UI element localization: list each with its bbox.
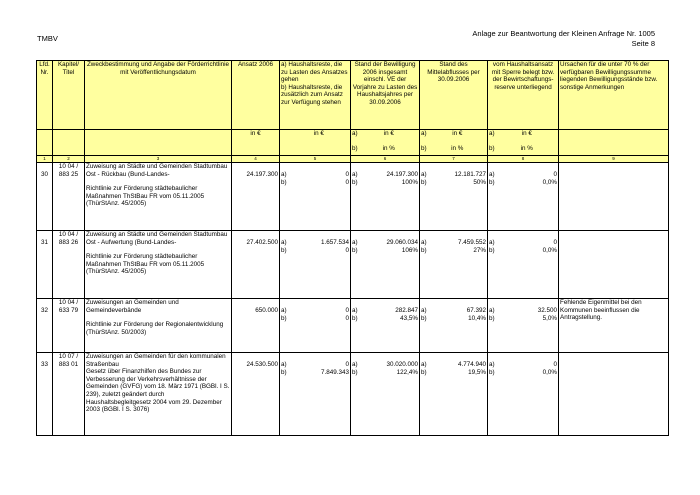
marker-b: b) bbox=[421, 178, 427, 186]
marker-b: b) bbox=[421, 314, 427, 322]
colnum-3: 3 bbox=[85, 156, 232, 163]
unit-bew bbox=[359, 130, 420, 156]
marker-a: a) bbox=[281, 307, 287, 314]
bew-a-value: 30.020.000 bbox=[386, 361, 419, 368]
row-vom-markers bbox=[488, 163, 496, 231]
row-mittelabfluss bbox=[428, 163, 488, 231]
kapitel-line2: 883 01 bbox=[58, 360, 79, 368]
col-header-reste bbox=[280, 61, 351, 130]
reste-a-value: 0 bbox=[345, 171, 350, 178]
zweck-richtlinie: Gesetz über Finanzhilfen des Bundes zur Verbesserung der Verkehrsverhältnisse der Gemeinden (GVFG) vom 18. März 1971 (BGBl. I S. 239), zuletzt geändert durch Haushaltsbegleitgesetz 2004 vom 29. Dezember 2003 (BGBl. I S. 3076) bbox=[86, 368, 230, 414]
row-sperre bbox=[496, 163, 559, 231]
row-zweck bbox=[85, 299, 232, 353]
row-zweck bbox=[85, 353, 232, 436]
header-title: Anlage zur Beantwortung der Kleinen Anfrage Nr. 1005 bbox=[472, 29, 655, 38]
marker-a: a) bbox=[421, 171, 427, 178]
marker-b: b) bbox=[281, 246, 287, 254]
col-header-zweck: Zweckbestimmung und Angabe der Förderrichtlinie mit Veröffentlichungsdatum bbox=[85, 61, 232, 130]
marker-a: a) bbox=[352, 130, 358, 137]
table-row bbox=[37, 299, 669, 353]
reste-b-value: 0 bbox=[345, 314, 350, 322]
row-ansatz: 650.000 bbox=[232, 299, 280, 353]
marker-b: b) bbox=[489, 178, 495, 186]
marker-a: a) bbox=[421, 239, 427, 246]
row-kapitel bbox=[53, 299, 85, 353]
zweck-title: Zuweisungen an Gemeinden für den kommunalen Straßenbau bbox=[86, 353, 226, 368]
marker-b: b) bbox=[281, 314, 287, 322]
unit-vom bbox=[496, 130, 559, 156]
row-mittelabfluss bbox=[428, 231, 488, 299]
vom-a-value: 0 bbox=[553, 239, 558, 246]
row-reste bbox=[288, 353, 351, 436]
reste-a-text: Haushaltsreste, die zu Lasten des Ansatzes gehen bbox=[281, 61, 348, 84]
reste-b-marker: b) bbox=[281, 83, 287, 91]
marker-b: b) bbox=[352, 368, 358, 376]
row-ursachen: Fehlende Eigenmittel bei den Kommunen beeinflussen die Antragstellung. bbox=[559, 299, 669, 353]
row-vom-markers bbox=[488, 353, 496, 436]
colnum-1: 1 bbox=[37, 156, 53, 163]
row-bew-markers bbox=[351, 353, 359, 436]
table-header-row bbox=[37, 61, 669, 130]
row-reste bbox=[288, 299, 351, 353]
row-bewilligung bbox=[359, 299, 420, 353]
col-header-ansatz: Ansatz 2006 bbox=[232, 61, 280, 130]
marker-a: a) bbox=[352, 361, 358, 368]
colnum-7: 7 bbox=[420, 156, 488, 163]
table-unit-row bbox=[37, 130, 669, 156]
row-reste-markers bbox=[280, 299, 288, 353]
kapitel-line2: 883 26 bbox=[58, 238, 79, 246]
kapitel-line2: 883 25 bbox=[58, 170, 79, 178]
unit-reste: in € bbox=[288, 130, 351, 156]
unit-vom-pct: in % bbox=[520, 144, 533, 152]
unit-bew-eur: in € bbox=[383, 130, 394, 137]
marker-a: a) bbox=[489, 361, 495, 368]
unit-mit-eur: in € bbox=[452, 130, 463, 137]
colnum-4: 4 bbox=[232, 156, 280, 163]
row-ursachen bbox=[559, 231, 669, 299]
marker-a: a) bbox=[421, 130, 427, 137]
reste-a-value: 0 bbox=[345, 361, 350, 368]
kapitel-line1: 10 04 / bbox=[58, 163, 79, 170]
bew-b-value: 106% bbox=[401, 246, 419, 254]
vom-a-value: 0 bbox=[553, 361, 558, 368]
col-header-lfd: Lfd. Nr. bbox=[37, 61, 53, 130]
row-kapitel bbox=[53, 231, 85, 299]
table-row bbox=[37, 231, 669, 299]
row-kapitel bbox=[53, 163, 85, 231]
vom-b-value: 0,0% bbox=[542, 368, 558, 376]
unit-mit bbox=[428, 130, 488, 156]
row-vom-markers bbox=[488, 231, 496, 299]
row-mit-markers bbox=[420, 163, 428, 231]
zweck-richtlinie: Richtlinie zur Förderung städtebaulicher Maßnahmen ThStBau FR vom 05.11.2005 (ThürStAnz. 45/2005) bbox=[86, 253, 205, 276]
row-ansatz: 24.530.500 bbox=[232, 353, 280, 436]
col-header-sperre: vom Haushaltsansatz mit Sperre belegt bzw. der Bewirtschaftungs-reserve unterliegend bbox=[488, 61, 559, 130]
marker-b: b) bbox=[352, 178, 358, 186]
row-reste-markers bbox=[280, 163, 288, 231]
mit-a-value: 4.774.940 bbox=[458, 361, 487, 368]
row-bew-markers bbox=[351, 231, 359, 299]
kapitel-line1: 10 07 / bbox=[58, 353, 79, 360]
zweck-richtlinie: Richtlinie zur Förderung städtebaulicher Maßnahmen ThStBau FR vom 05.11.2005 (ThürStAnz. 45/2005) bbox=[86, 185, 205, 208]
bew-b-value: 100% bbox=[401, 178, 419, 186]
col-header-stand-bewilligung: Stand der Bewilligung 2006 insgesamt einschl. VE der Vorjahre zu Lasten des Haushaltsjahres per 30.09.2006 bbox=[351, 61, 420, 130]
row-mit-markers bbox=[420, 299, 428, 353]
bew-a-value: 24.197.300 bbox=[386, 171, 419, 178]
marker-b: b) bbox=[489, 144, 495, 152]
mit-a-value: 12.181.727 bbox=[454, 171, 487, 178]
bew-b-value: 43,5% bbox=[400, 314, 419, 322]
row-ansatz: 27.402.500 bbox=[232, 231, 280, 299]
marker-a: a) bbox=[489, 171, 495, 178]
header-page-number: Seite 8 bbox=[631, 39, 655, 48]
col-header-stand-mittelabfluss: Stand des Mittelabflusses per 30.09.2006 bbox=[420, 61, 488, 130]
bew-a-value: 29.060.034 bbox=[386, 239, 419, 246]
marker-a: a) bbox=[489, 239, 495, 246]
reste-b-value: 7.849.343 bbox=[321, 368, 350, 376]
budget-table bbox=[36, 60, 669, 436]
row-bew-markers bbox=[351, 163, 359, 231]
row-number: 33 bbox=[37, 353, 53, 436]
kapitel-line1: 10 04 / bbox=[58, 231, 79, 238]
marker-a: a) bbox=[352, 239, 358, 246]
row-vom-markers bbox=[488, 299, 496, 353]
document-header-left: TMBV bbox=[37, 34, 58, 43]
unit-bew-pct: in % bbox=[382, 144, 395, 152]
row-sperre bbox=[496, 231, 559, 299]
reste-a-value: 0 bbox=[345, 307, 350, 314]
bew-b-value: 122,4% bbox=[396, 368, 419, 376]
col-header-kapitel: Kapitel/ Titel bbox=[53, 61, 85, 130]
table-row bbox=[37, 353, 669, 436]
vom-a-value: 32.500 bbox=[537, 307, 558, 314]
colnum-5: 5 bbox=[280, 156, 351, 163]
table-row bbox=[37, 163, 669, 231]
row-bew-markers bbox=[351, 299, 359, 353]
marker-b: b) bbox=[281, 368, 287, 376]
unit-empty bbox=[37, 130, 53, 156]
marker-b: b) bbox=[352, 144, 358, 152]
marker-b: b) bbox=[489, 368, 495, 376]
row-sperre bbox=[496, 353, 559, 436]
unit-vom-markers bbox=[488, 130, 496, 156]
zweck-title: Zuweisungen an Gemeinden und Gemeindeverbände bbox=[86, 299, 179, 314]
zweck-title: Zuweisung an Städte und Gemeinden Stadtumbau Ost - Rückbau (Bund-Landes- bbox=[86, 163, 228, 178]
reste-a-marker: a) bbox=[281, 61, 287, 68]
mit-b-value: 19,5% bbox=[468, 368, 487, 376]
row-number: 32 bbox=[37, 299, 53, 353]
marker-a: a) bbox=[352, 171, 358, 178]
marker-a: a) bbox=[421, 361, 427, 368]
marker-b: b) bbox=[352, 314, 358, 322]
marker-a: a) bbox=[352, 307, 358, 314]
row-zweck bbox=[85, 231, 232, 299]
row-reste-markers bbox=[280, 353, 288, 436]
unit-bew-markers bbox=[351, 130, 359, 156]
row-mit-markers bbox=[420, 231, 428, 299]
zweck-richtlinie: Richtlinie zur Förderung der Regionalentwicklung (ThürStAnz. 50/2003) bbox=[86, 321, 224, 336]
unit-empty bbox=[85, 130, 232, 156]
kapitel-line2: 633 79 bbox=[58, 306, 79, 314]
mit-a-value: 67.392 bbox=[466, 307, 487, 314]
row-reste bbox=[288, 231, 351, 299]
row-mittelabfluss bbox=[428, 353, 488, 436]
marker-b: b) bbox=[489, 246, 495, 254]
row-number: 30 bbox=[37, 163, 53, 231]
row-bewilligung bbox=[359, 163, 420, 231]
row-mit-markers bbox=[420, 353, 428, 436]
row-ansatz: 24.197.300 bbox=[232, 163, 280, 231]
colnum-8: 8 bbox=[488, 156, 559, 163]
marker-b: b) bbox=[489, 314, 495, 322]
unit-ansatz: in € bbox=[232, 130, 280, 156]
marker-a: a) bbox=[281, 171, 287, 178]
colnum-9: 9 bbox=[559, 156, 669, 163]
mit-b-value: 27% bbox=[473, 246, 487, 254]
col-header-ursachen: Ursachen für die unter 70 % der verfügbaren Bewilligungssumme liegenden Bewilligungsstände bzw. sonstige Anmerkungen bbox=[559, 61, 669, 130]
kapitel-line1: 10 04 / bbox=[58, 299, 79, 306]
row-kapitel bbox=[53, 353, 85, 436]
marker-a: a) bbox=[281, 239, 287, 246]
bew-a-value: 282.847 bbox=[395, 307, 419, 314]
row-mittelabfluss bbox=[428, 299, 488, 353]
colnum-6: 6 bbox=[351, 156, 420, 163]
row-reste bbox=[288, 163, 351, 231]
marker-b: b) bbox=[421, 246, 427, 254]
vom-b-value: 0,0% bbox=[542, 246, 558, 254]
row-sperre bbox=[496, 299, 559, 353]
marker-b: b) bbox=[352, 246, 358, 254]
document-header-right bbox=[472, 29, 655, 49]
unit-mit-markers bbox=[420, 130, 428, 156]
mit-a-value: 7.459.552 bbox=[458, 239, 487, 246]
unit-marker-empty bbox=[280, 130, 288, 156]
vom-b-value: 5,0% bbox=[542, 314, 558, 322]
row-bewilligung bbox=[359, 353, 420, 436]
unit-vom-eur: in € bbox=[521, 130, 532, 137]
reste-b-text: Haushaltsreste, die zusätzlich zum Ansatz zur Verfügung stehen bbox=[281, 83, 343, 106]
reste-b-value: 0 bbox=[345, 178, 350, 186]
zweck-title: Zuweisung an Städte und Gemeinden Stadtumbau Ost - Aufwertung (Bund-Landes- bbox=[86, 231, 228, 246]
unit-empty bbox=[559, 130, 669, 156]
marker-b: b) bbox=[421, 368, 427, 376]
row-number: 31 bbox=[37, 231, 53, 299]
marker-a: a) bbox=[281, 361, 287, 368]
marker-b: b) bbox=[421, 144, 427, 152]
mit-b-value: 10,4% bbox=[468, 314, 487, 322]
mit-b-value: 50% bbox=[473, 178, 487, 186]
reste-a-value: 1.657.534 bbox=[321, 239, 350, 246]
row-ursachen bbox=[559, 353, 669, 436]
marker-a: a) bbox=[421, 307, 427, 314]
row-zweck bbox=[85, 163, 232, 231]
column-number-row bbox=[37, 156, 669, 163]
unit-empty bbox=[53, 130, 85, 156]
row-ursachen bbox=[559, 163, 669, 231]
row-reste-markers bbox=[280, 231, 288, 299]
unit-mit-pct: in % bbox=[451, 144, 464, 152]
marker-a: a) bbox=[489, 307, 495, 314]
marker-a: a) bbox=[489, 130, 495, 137]
marker-b: b) bbox=[281, 178, 287, 186]
reste-b-value: 0 bbox=[345, 246, 350, 254]
row-bewilligung bbox=[359, 231, 420, 299]
vom-a-value: 0 bbox=[553, 171, 558, 178]
vom-b-value: 0,0% bbox=[542, 178, 558, 186]
colnum-2: 2 bbox=[53, 156, 85, 163]
